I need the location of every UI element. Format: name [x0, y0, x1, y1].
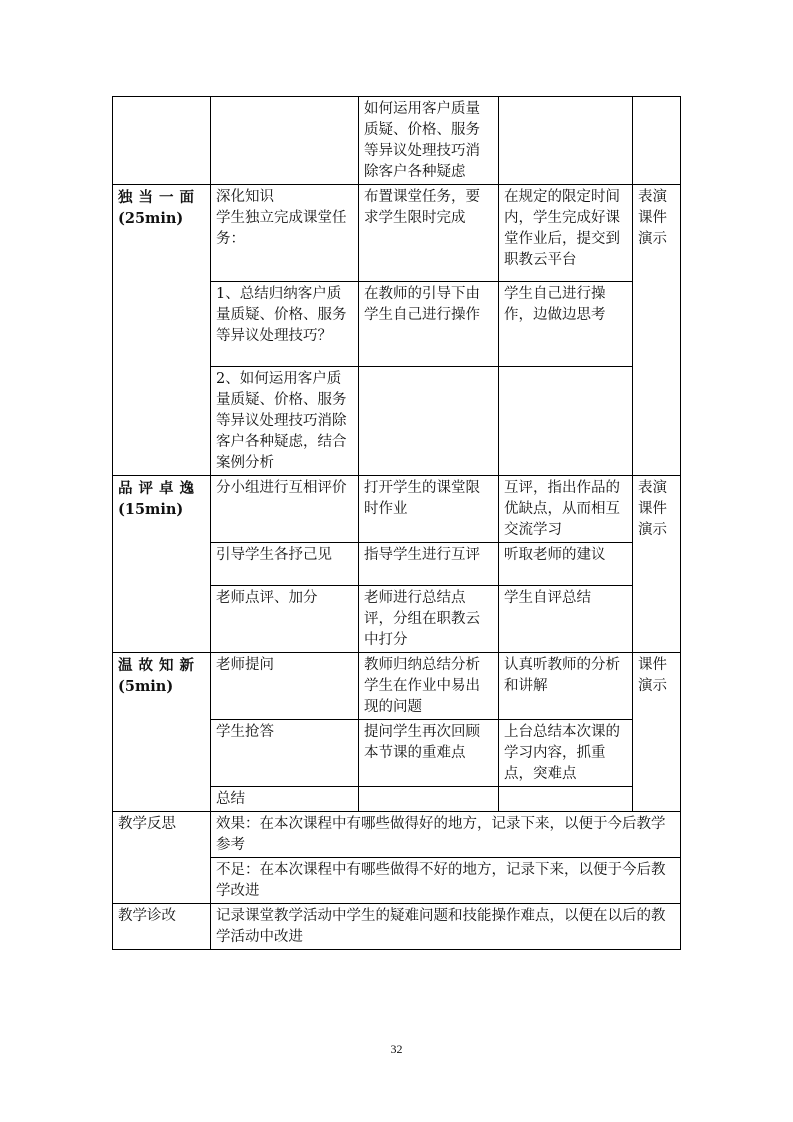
teacher-activity-cell: 在教师的引导下由学生自己进行操作 [359, 282, 499, 367]
page-number: 32 [390, 1042, 403, 1056]
stage-name: 温故知新 [118, 657, 200, 674]
student-activity-cell: 互评，指出作品的优缺点，从而相互交流学习 [499, 476, 633, 543]
student-activity-cell: 学生自评总结 [499, 586, 633, 653]
content-cell: 学生抢答 [211, 720, 359, 787]
content-cell: 深化知识 学生独立完成课堂任务： [211, 185, 359, 282]
stage-name: 独当一面 [118, 189, 200, 206]
method-cell-empty [633, 97, 681, 185]
teacher-activity-cell: 老师进行总结点评，分组在职教云中打分 [359, 586, 499, 653]
table-row [113, 97, 681, 185]
method-cell: 表演课件演示 [633, 476, 681, 653]
stage-time: (5min) [118, 678, 174, 695]
content-cell: 老师提问 [211, 653, 359, 720]
reflection-effect: 效果：在本次课程中有哪些做得好的地方，记录下来，以便于今后教学参考 [211, 812, 681, 858]
content-cell: 2、如何运用客户质量质疑、价格、服务等异议处理技巧消除客户各种疑虑，结合案例分析 [211, 367, 359, 476]
method-cell: 课件演示 [633, 653, 681, 812]
teacher-activity-cell-empty [359, 787, 499, 812]
content-cell: 老师点评、加分 [211, 586, 359, 653]
student-activity-cell: 听取老师的建议 [499, 543, 633, 586]
stage-independent-cell [113, 185, 211, 476]
method-cell: 表演课件演示 [633, 185, 681, 476]
teacher-activity-cell: 提问学生再次回顾本节课的重难点 [359, 720, 499, 787]
content-cell: 1、总结归纳客户质量质疑、价格、服务等异议处理技巧？ [211, 282, 359, 367]
student-activity-cell: 上台总结本次课的学习内容，抓重点，突难点 [499, 720, 633, 787]
student-activity-cell: 认真听教师的分析和讲解 [499, 653, 633, 720]
table-row [113, 904, 681, 950]
student-activity-cell-empty [499, 787, 633, 812]
teacher-activity-cell: 打开学生的课堂限时作业 [359, 476, 499, 543]
teacher-activity-cell: 如何运用客户质量质疑、价格、服务等异议处理技巧消除客户各种疑虑 [359, 97, 499, 185]
teacher-activity-cell: 布置课堂任务，要求学生限时完成 [359, 185, 499, 282]
content-cell: 总结 [211, 787, 359, 812]
stage-name: 品评卓逸 [118, 480, 200, 497]
student-activity-cell: 在规定的限定时间内，学生完成好课堂作业后，提交到职教云平台 [499, 185, 633, 282]
table-row [113, 476, 681, 543]
student-activity-cell-empty [499, 97, 633, 185]
stage-time: (15min) [118, 501, 184, 518]
content-cell-empty [211, 97, 359, 185]
reflection-label: 教学反思 [113, 812, 211, 904]
student-activity-cell: 学生自己进行操作，边做边思考 [499, 282, 633, 367]
student-activity-cell-empty [499, 367, 633, 476]
table-row [113, 185, 681, 282]
stage-time: (25min) [118, 210, 184, 227]
reflection-shortfall: 不足：在本次课程中有哪些做得不好的地方，记录下来，以便于今后教学改进 [211, 858, 681, 904]
content-cell: 引导学生各抒己见 [211, 543, 359, 586]
teacher-activity-cell-empty [359, 367, 499, 476]
lesson-plan-table [112, 96, 681, 950]
diagnosis-label: 教学诊改 [113, 904, 211, 950]
content-cell: 分小组进行互相评价 [211, 476, 359, 543]
diagnosis-text: 记录课堂教学活动中学生的疑难问题和技能操作难点，以便在以后的教学活动中改进 [211, 904, 681, 950]
table-row [113, 812, 681, 858]
teacher-activity-cell: 教师归纳总结分析学生在作业中易出现的问题 [359, 653, 499, 720]
table-row [113, 653, 681, 720]
stage-cell-empty [113, 97, 211, 185]
teacher-activity-cell: 指导学生进行互评 [359, 543, 499, 586]
stage-evaluation-cell [113, 476, 211, 653]
stage-review-cell [113, 653, 211, 812]
